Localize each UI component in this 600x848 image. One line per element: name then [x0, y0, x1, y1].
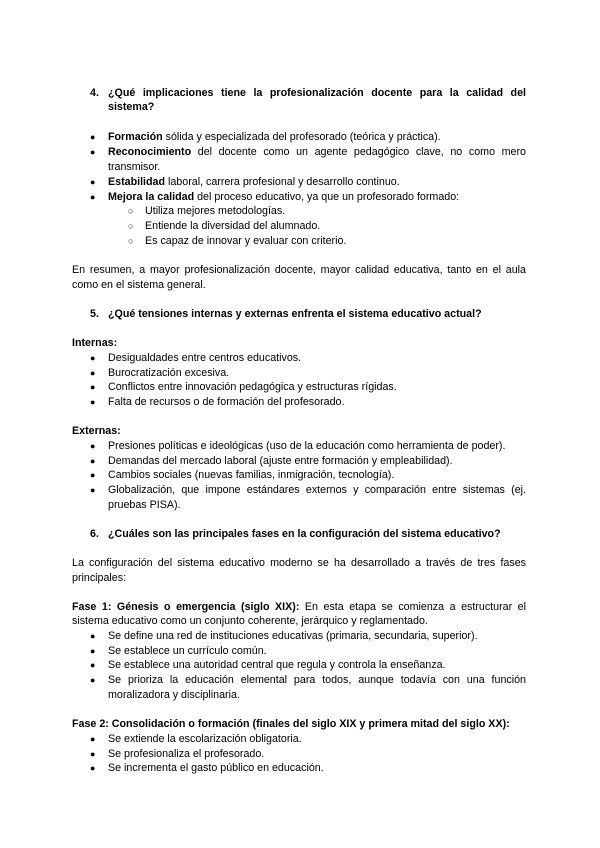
q4-number: 4.: [90, 87, 99, 99]
fase2-item-2: Se profesionaliza el profesorado.: [108, 748, 265, 760]
bullet-icon: ●: [90, 147, 96, 157]
q4-subitem-1: Utiliza mejores metodologías.: [145, 205, 286, 217]
bullet-icon: ●: [90, 382, 96, 392]
bullet-icon: ●: [90, 749, 96, 759]
q4-summary-line2: como en el sistema general.: [72, 279, 206, 291]
externas-item-3: Cambios sociales (nuevas familias, inmigración, tecnología).: [108, 469, 395, 481]
q4-item-4: Mejora la calidad del proceso educativo, ya que un profesorado formado:: [108, 191, 460, 203]
q6-number: 6.: [90, 528, 99, 540]
q4-title-line1: ¿Qué implicaciones tiene la profesionalización docente para la calidad del: [108, 87, 526, 99]
circle-bullet-icon: ○: [128, 206, 134, 216]
fase2-item-1: Se extiende la escolarización obligatoria.: [108, 733, 302, 745]
fase1-item-3: Se establece una autoridad central que regula y controla la enseñanza.: [108, 659, 446, 671]
bullet-icon: ●: [90, 456, 96, 466]
q4-item-3: Estabilidad laboral, carrera profesional y desarrollo continuo.: [108, 176, 400, 188]
circle-bullet-icon: ○: [128, 221, 134, 231]
q6-title: ¿Cuáles son las principales fases en la configuración del sistema educativo?: [108, 528, 501, 540]
q4-subitem-3: Es capaz de innovar y evaluar con criterio.: [145, 235, 347, 247]
fase1-item-4: Se prioriza la educación elemental para todos, aunque todavía con una función: [108, 674, 526, 686]
bullet-icon: ●: [90, 192, 96, 202]
bullet-icon: ●: [90, 441, 96, 451]
externas-label: Externas:: [72, 425, 121, 437]
fase1-line2: sistema educativo como un conjunto coherente, jerárquico y reglamentado.: [72, 615, 428, 627]
bullet-icon: ●: [90, 660, 96, 670]
internas-item-2: Burocratización excesiva.: [108, 367, 230, 379]
bullet-icon: ●: [90, 675, 96, 685]
q6-intro-line2: principales:: [72, 572, 127, 584]
bullet-icon: ●: [90, 177, 96, 187]
q4-subitem-2: Entiende la diversidad del alumnado.: [145, 220, 321, 232]
fase1-item-1: Se define una red de instituciones educativas (primaria, secundaria, superior).: [108, 630, 478, 642]
fase1-item-4-cont: moralizadora y disciplinaria.: [108, 689, 240, 701]
internas-label: Internas:: [72, 337, 118, 349]
internas-item-4: Falta de recursos o de formación del profesorado.: [108, 396, 345, 408]
bullet-icon: ●: [90, 485, 96, 495]
externas-item-2: Demandas del mercado laboral (ajuste entre formación y empleabilidad).: [108, 455, 453, 467]
fase1-item-2: Se establece un currículo común.: [108, 645, 267, 657]
circle-bullet-icon: ○: [128, 236, 134, 246]
bullet-icon: ●: [90, 470, 96, 480]
externas-item-1: Presiones políticas e ideológicas (uso de la educación como herramienta de poder).: [108, 440, 506, 452]
bullet-icon: ●: [90, 734, 96, 744]
internas-item-3: Conflictos entre innovación pedagógica y estructuras rígidas.: [108, 381, 397, 393]
q4-item-2-cont: transmisor.: [108, 161, 161, 173]
bullet-icon: ●: [90, 763, 96, 773]
q5-number: 5.: [90, 308, 99, 320]
internas-item-1: Desigualdades entre centros educativos.: [108, 352, 302, 364]
externas-item-4: Globalización, que impone estándares externos y comparación entre sistemas (ej.: [108, 484, 526, 496]
externas-item-4-cont: pruebas PISA).: [108, 499, 181, 511]
q6-intro-line1: La configuración del sistema educativo moderno se ha desarrollado a través de tres fases: [72, 557, 526, 569]
bullet-icon: ●: [90, 397, 96, 407]
fase1-heading: Fase 1: Génesis o emergencia (siglo XIX): En esta etapa se comienza a estructurar el: [72, 601, 526, 613]
bullet-icon: ●: [90, 368, 96, 378]
bullet-icon: ●: [90, 631, 96, 641]
fase2-heading: Fase 2: Consolidación o formación (finales del siglo XIX y primera mitad del siglo XX):: [72, 718, 510, 730]
q4-item-2: Reconocimiento del docente como un agente pedagógico clave, no como mero: [108, 146, 526, 158]
q4-title-line2: sistema?: [108, 101, 155, 113]
bullet-icon: ●: [90, 646, 96, 656]
q4-summary-line1: En resumen, a mayor profesionalización docente, mayor calidad educativa, tanto en el aula: [72, 264, 526, 276]
q4-item-1: Formación sólida y especializada del profesorado (teórica y práctica).: [108, 131, 441, 143]
bullet-icon: ●: [90, 132, 96, 142]
bullet-icon: ●: [90, 353, 96, 363]
q5-title: ¿Qué tensiones internas y externas enfrenta el sistema educativo actual?: [108, 308, 482, 320]
fase2-item-3: Se incrementa el gasto público en educación.: [108, 762, 324, 774]
